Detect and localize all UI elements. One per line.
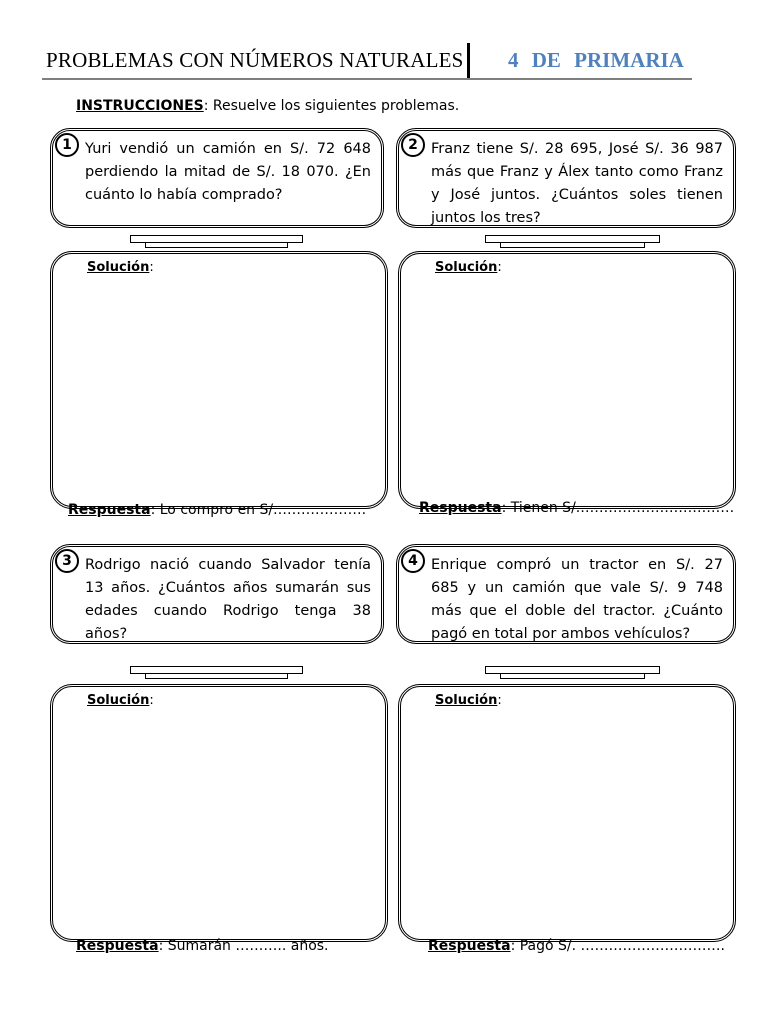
header-divider <box>467 43 470 79</box>
answer-blank: ……….. <box>235 938 287 954</box>
problem-1-answer: Respuesta: Lo compro en S/.………………. <box>68 502 367 518</box>
solution-label: Solución: <box>87 693 154 708</box>
grade-label: 4 DE PRIMARIA <box>508 48 684 72</box>
problem-number-badge: 1 <box>55 133 79 157</box>
problem-2-solution-box <box>398 251 736 509</box>
problem-1-question: Yuri vendió un camión en S/. 72 648 perdiendo la mitad de S/. 18 070. ¿En cuánto lo había comprado? <box>85 141 371 203</box>
problem-4-box <box>396 544 736 644</box>
answer-blank: ………………. <box>277 502 367 518</box>
problem-3-solution-box <box>50 684 388 942</box>
instructions <box>76 98 459 114</box>
problem-3-box <box>50 544 384 644</box>
answer-blank: …………………………… <box>580 500 735 516</box>
problem-number-badge: 4 <box>401 549 425 573</box>
solution-label: Solución: <box>435 260 502 275</box>
problem-4-solution-box <box>398 684 736 942</box>
problem-number-badge: 3 <box>55 549 79 573</box>
problem-2-question: Franz tiene S/. 28 695, José S/. 36 987 más que Franz y Álex tanto como Franz y José juntos. ¿Cuántos soles tienen juntos los tres? <box>431 141 723 226</box>
connector-bar <box>485 235 660 243</box>
problem-2-answer: Respuesta: Tienen S/.…………………………… <box>419 500 735 516</box>
solution-label: Solución: <box>87 260 154 275</box>
connector-bar <box>485 666 660 674</box>
problem-4-answer: Respuesta: Pagó S/. …………………………. <box>428 938 725 954</box>
problem-4-question: Enrique compró un tractor en S/. 27 685 y un camión que vale S/. 9 748 más que el doble del tractor. ¿Cuánto pagó en total por ambos vehículos? <box>431 557 723 642</box>
problem-3-question: Rodrigo nació cuando Salvador tenía 13 años. ¿Cuántos años sumarán sus edades cuando Rodrigo tenga 38 años? <box>85 557 371 642</box>
connector-bar <box>130 235 303 243</box>
instructions-label: INSTRUCCIONES <box>76 98 204 114</box>
problem-1-solution-box <box>50 251 388 509</box>
header-rule <box>42 78 692 80</box>
problem-2-box <box>396 128 736 228</box>
problem-number-badge: 2 <box>401 133 425 157</box>
instructions-text: : Resuelve los siguientes problemas. <box>203 98 460 114</box>
answer-blank: …………………………. <box>580 938 725 954</box>
page-title: PROBLEMAS CON NÚMEROS NATURALES <box>46 48 464 72</box>
solution-label: Solución: <box>435 693 502 708</box>
connector-bar <box>130 666 303 674</box>
problem-3-answer: Respuesta: Sumarán ……….. años. <box>76 938 329 954</box>
problem-1-box <box>50 128 384 228</box>
